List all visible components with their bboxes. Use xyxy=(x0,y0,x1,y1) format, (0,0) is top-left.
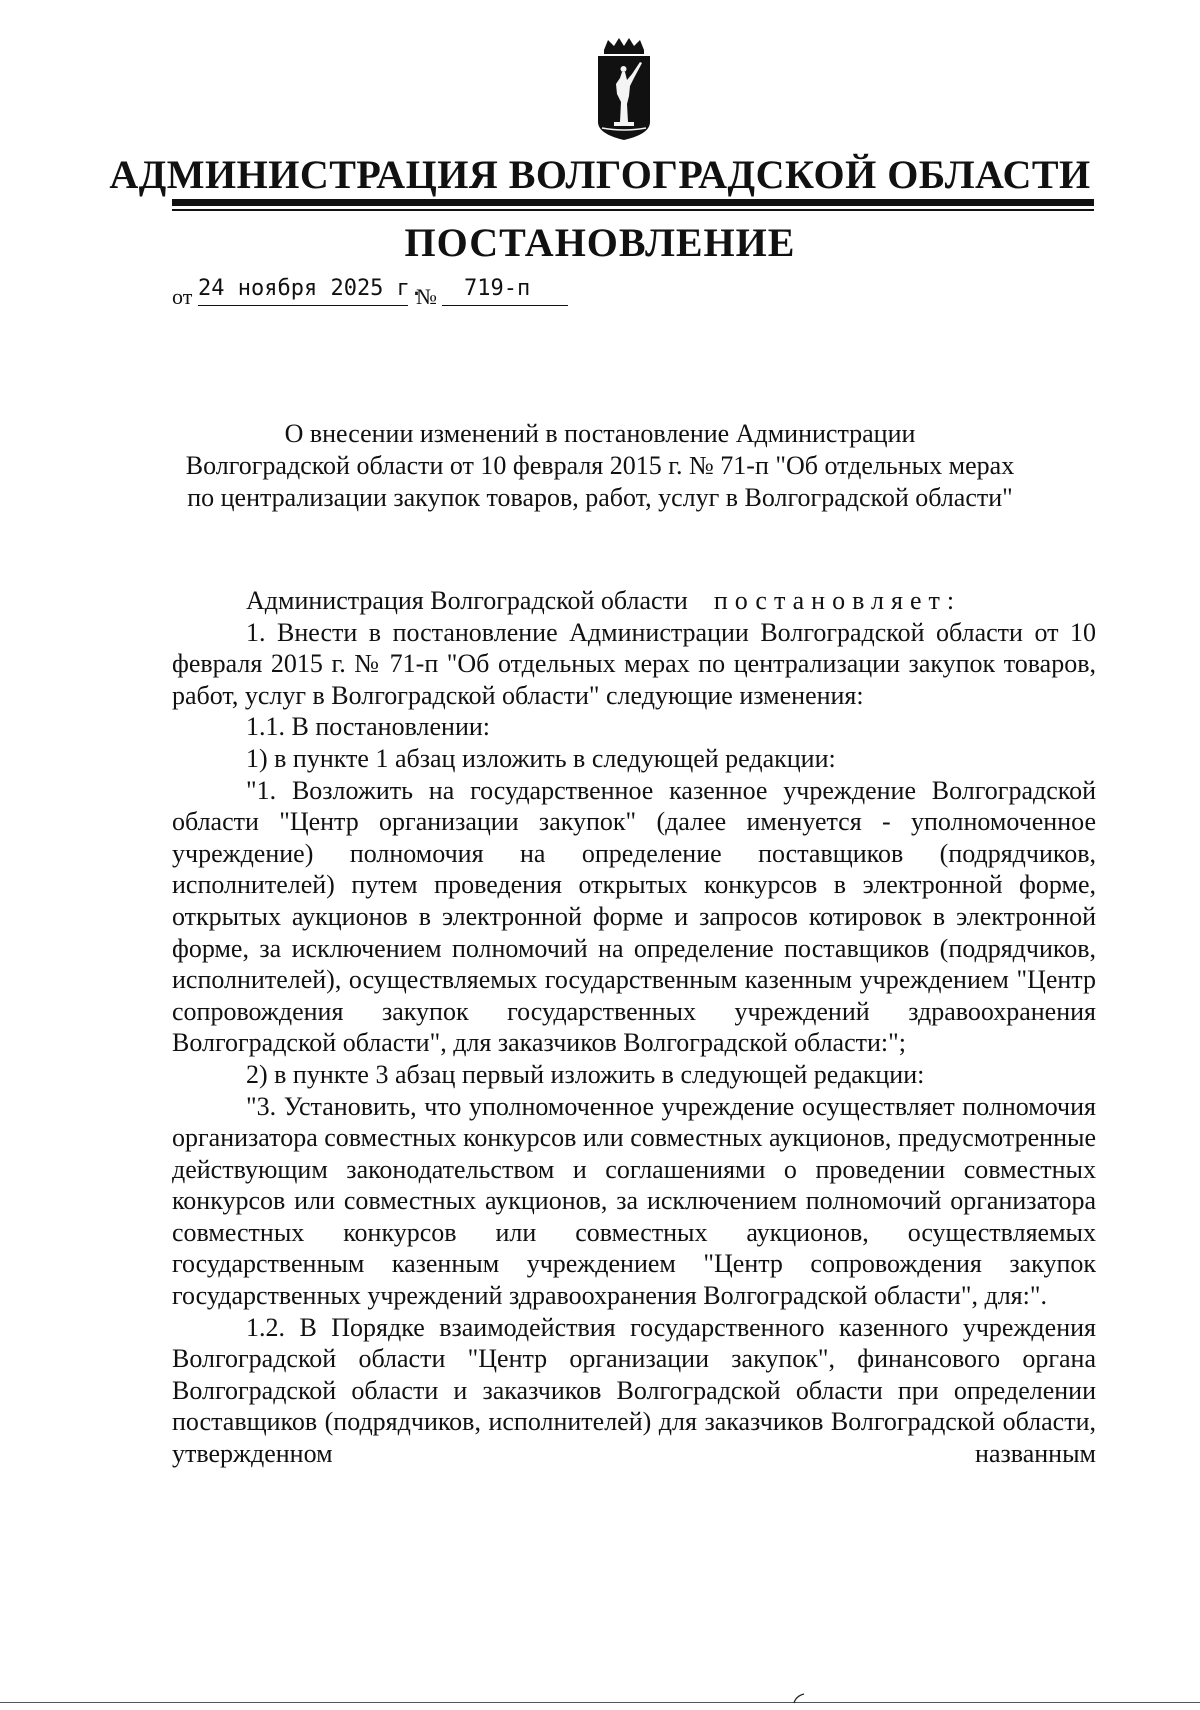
scan-mark-icon xyxy=(790,1692,808,1704)
paragraph: 1.1. В постановлении: xyxy=(246,712,490,742)
number-prefix: № xyxy=(416,284,437,309)
agency-title: АДМИНИСТРАЦИЯ ВОЛГОГРАДСКОЙ ОБЛАСТИ xyxy=(109,152,1091,197)
paragraph: 1. Внести в постановление Администрации Волгоградской области от 10 февраля 2015 г. № 71-п "Об отдельных мерах по централизации закупок товаров, работ, услуг в Волгоградской области" следующие изменения: xyxy=(172,617,1096,710)
paragraph: "1. Возложить на государственное казенное учреждение Волгоградской области "Центр организации закупок" (далее именуется - уполномоченное учреждение) полномочия на определение поставщиков (подрядчиков, исполнителей) путем проведения открытых конкурсов в электронной форме, открытых аукционов в электронной форме и запросов котировок в электронной форме, за исключением полномочий на определение поставщиков (подрядчиков, исполнителей), осуществляемых государственным казенным учреждением "Центр сопровождения закупок государственных учреждений здравоохранения Волгоградской области", для заказчиков Волгоградской области:"; xyxy=(172,775,1096,1058)
document-date: 24 ноября 2025 г. xyxy=(198,276,424,301)
number-underline xyxy=(442,305,568,306)
document-body xyxy=(172,585,1096,1470)
document-type: ПОСТАНОВЛЕНИЕ xyxy=(404,220,796,265)
paragraph: 1) в пункте 1 абзац изложить в следующей редакции: xyxy=(246,743,836,773)
date-prefix: от xyxy=(172,284,193,309)
page-bottom-edge xyxy=(0,1702,1200,1703)
preamble-lead: Администрация Волгоградской области xyxy=(246,586,688,615)
date-underline xyxy=(198,305,408,306)
decree-preamble xyxy=(172,585,1096,617)
document-subject xyxy=(150,418,1050,514)
paragraph: 2) в пункте 3 абзац первый изложить в следующей редакции: xyxy=(246,1059,925,1089)
subject-line: по централизации закупок товаров, работ, услуг в Волгоградской области" xyxy=(187,483,1013,512)
paragraph: "3. Установить, что уполномоченное учреждение осуществляет полномочия организатора совместных конкурсов или совместных аукционов, предусмотренные действующим законодательством и соглашениями о проведении совместных конкурсов или совместных аукционов, за исключением полномочий организатора совместных конкурсов или совместных аукционов, осуществляемых государственным казенным учреждением "Центр сопровождения закупок государственных учреждений здравоохранения Волгоградской области", для:". xyxy=(172,1091,1096,1311)
subject-line: Волгоградской области от 10 февраля 2015 г. № 71-п "Об отдельных мерах xyxy=(185,451,1015,480)
subject-line: О внесении изменений в постановление Администрации xyxy=(284,419,916,448)
preamble-verb: постановляет: xyxy=(713,586,962,615)
header-rule-thin xyxy=(172,209,1094,211)
coat-of-arms-icon xyxy=(594,36,654,142)
paragraph: 1.2. В Порядке взаимодействия государственного казенного учреждения Волгоградской области "Центр организации закупок", финансового органа Волгоградской области и заказчиков Волгоградской области при определении поставщиков (подрядчиков, исполнителей) для заказчиков Волгоградской области, утвержденном названным xyxy=(172,1312,1096,1469)
document-number: 719-п xyxy=(464,276,531,301)
header-rule-thick xyxy=(172,199,1094,206)
